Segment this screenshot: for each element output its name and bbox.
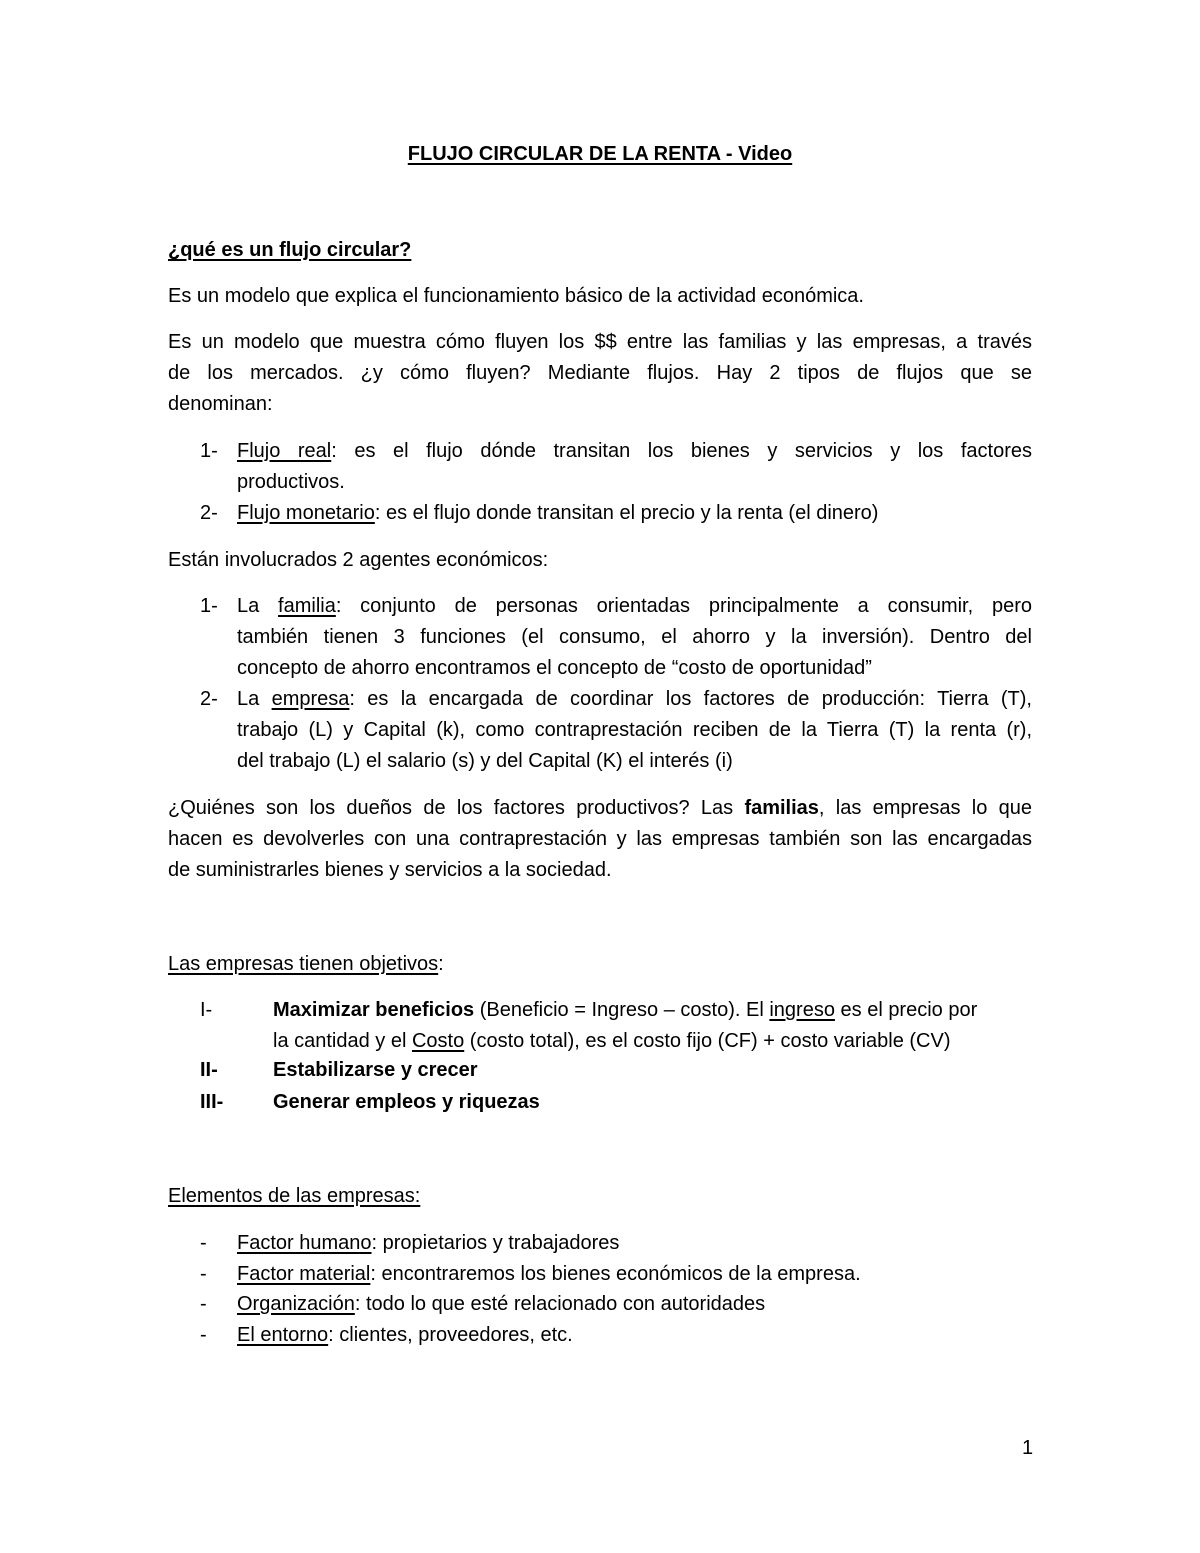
list-item: Organización: todo lo que esté relacionado con autoridades [237, 1293, 766, 1315]
section-heading-objetivos: Las empresas tienen objetivos: [168, 953, 444, 975]
list-item: Flujo real: es el flujo dónde transitan los bienes y servicios y los factores [237, 440, 1032, 462]
list-number: II- [200, 1059, 218, 1081]
list-number: III- [200, 1091, 224, 1113]
paragraph-line: de suministrarles bienes y servicios a la sociedad. [168, 859, 612, 881]
list-item-continuation: concepto de ahorro encontramos el concepto de “costo de oportunidad” [237, 657, 872, 679]
page-title: FLUJO CIRCULAR DE LA RENTA - Video [407, 143, 793, 165]
list-item-continuation: productivos. [237, 471, 345, 493]
paragraph-line: de los mercados. ¿y cómo fluyen? Mediante flujos. Hay 2 tipos de flujos que se [168, 362, 1032, 384]
list-number: 2- [200, 502, 218, 524]
list-item: La empresa: es la encargada de coordinar los factores de producción: Tierra (T), [237, 688, 1032, 710]
list-number: I- [200, 999, 213, 1021]
paragraph-agents-intro: Están involucrados 2 agentes económicos: [168, 549, 549, 571]
list-number: 1- [200, 440, 218, 462]
list-item-continuation: también tienen 3 funciones (el consumo, el ahorro y la inversión). Dentro del [237, 626, 1032, 648]
paragraph-definition: Es un modelo que explica el funcionamiento básico de la actividad económica. [168, 285, 864, 307]
list-number: 2- [200, 688, 218, 710]
paragraph-line: hacen es devolverles con una contraprestación y las empresas también son las encargadas [168, 828, 1032, 850]
paragraph-line: denominan: [168, 393, 273, 415]
list-item: Generar empleos y riquezas [273, 1091, 540, 1113]
list-item: Factor material: encontraremos los bienes económicos de la empresa. [237, 1263, 861, 1285]
list-item: Estabilizarse y crecer [273, 1059, 478, 1081]
list-item: Factor humano: propietarios y trabajadores [237, 1232, 620, 1254]
list-number: 1- [200, 595, 218, 617]
section-heading-flujo-circular: ¿qué es un flujo circular? [168, 239, 412, 261]
paragraph-line: Es un modelo que muestra cómo fluyen los $$ entre las familias y las empresas, a través [168, 331, 1032, 353]
term: Flujo monetario [237, 502, 375, 524]
list-item: Maximizar beneficios (Beneficio = Ingreso – costo). El ingreso es el precio por [273, 999, 978, 1021]
list-item-continuation: trabajo (L) y Capital (k), como contraprestación reciben de la Tierra (T) la renta (r), [237, 719, 1032, 741]
list-bullet: - [200, 1293, 207, 1315]
list-item-continuation: del trabajo (L) el salario (s) y del Capital (K) el interés (i) [237, 750, 733, 772]
page-number: 1 [1022, 1437, 1034, 1459]
list-item: La familia: conjunto de personas orientadas principalmente a consumir, pero [237, 595, 1032, 617]
paragraph-line: ¿Quiénes son los dueños de los factores productivos? Las familias, las empresas lo que [168, 797, 1032, 819]
list-item: Flujo monetario: es el flujo donde transitan el precio y la renta (el dinero) [237, 502, 879, 524]
list-bullet: - [200, 1324, 207, 1346]
list-item: El entorno: clientes, proveedores, etc. [237, 1324, 573, 1346]
term: familia [278, 595, 336, 617]
list-bullet: - [200, 1232, 207, 1254]
list-bullet: - [200, 1263, 207, 1285]
section-heading-elementos: Elementos de las empresas: [168, 1185, 421, 1207]
term: empresa [271, 688, 350, 710]
term: Flujo real [237, 440, 332, 462]
list-item-continuation: la cantidad y el Costo (costo total), es el costo fijo (CF) + costo variable (CV) [273, 1030, 951, 1052]
